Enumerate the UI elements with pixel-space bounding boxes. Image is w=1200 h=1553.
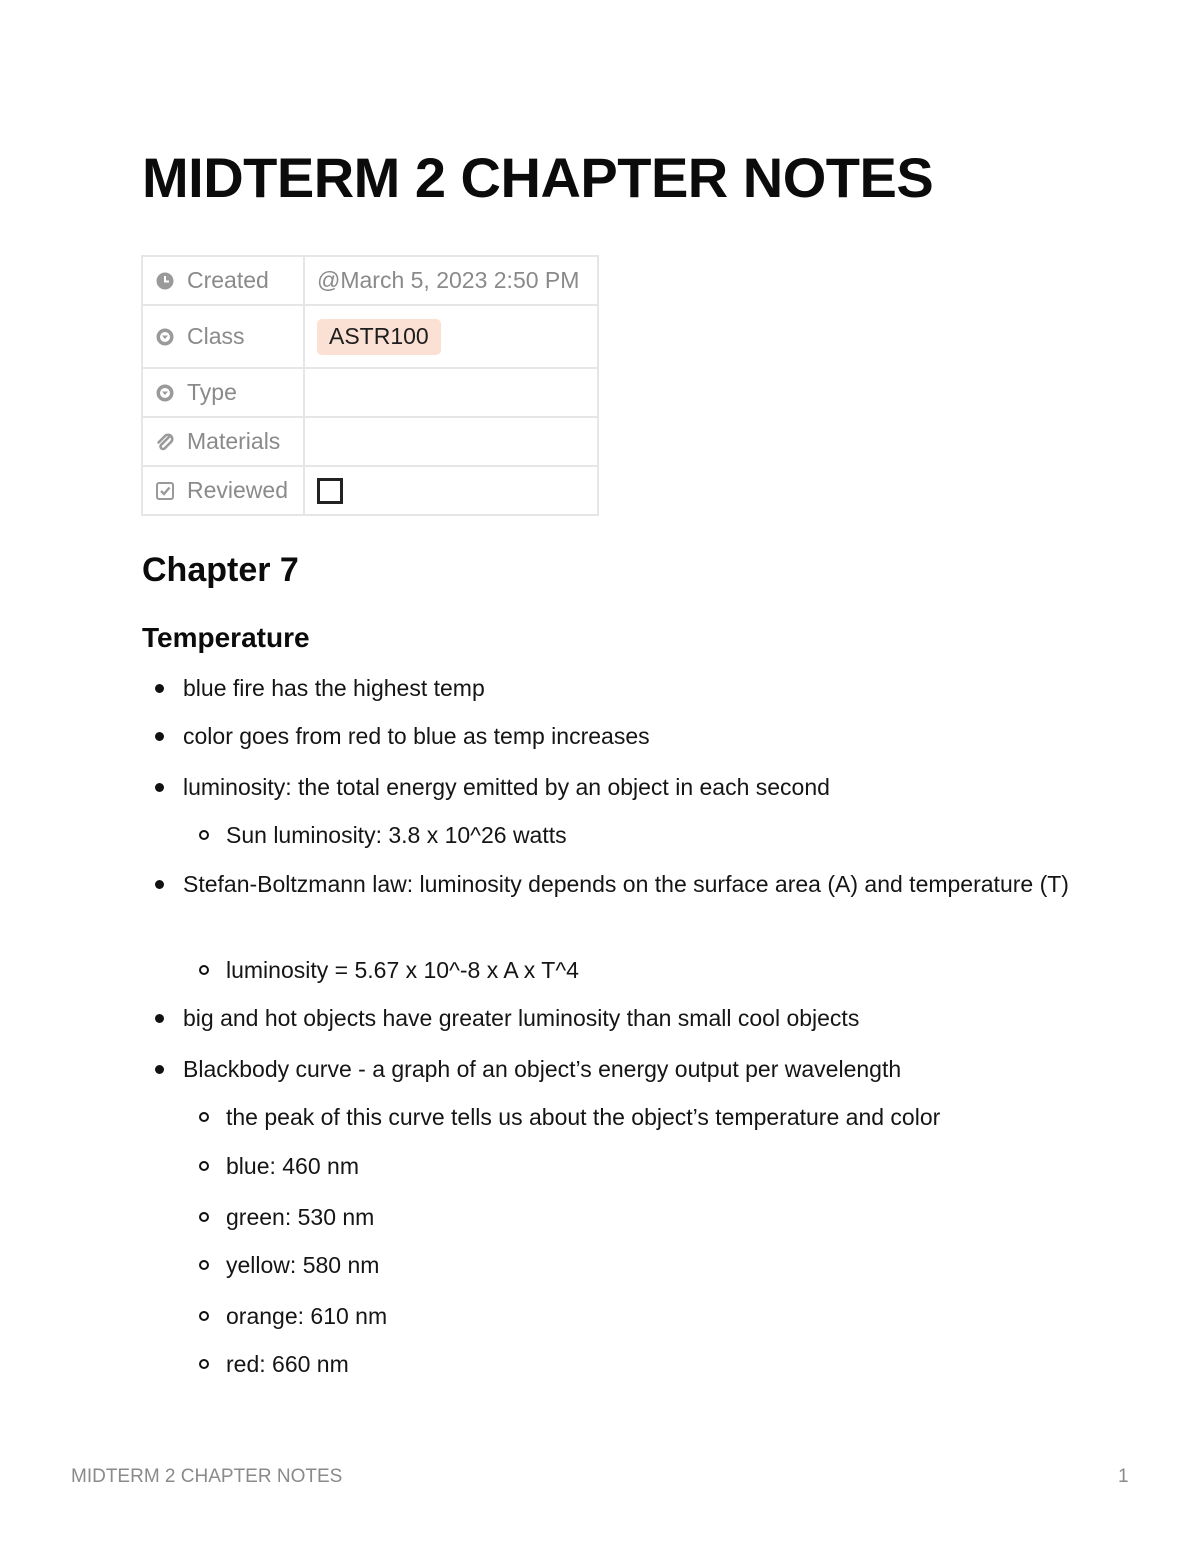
property-row-reviewed [142, 466, 598, 515]
bullet-icon [155, 1014, 164, 1023]
list-item: luminosity = 5.67 x 10^-8 x A x T^4 [226, 953, 1076, 988]
list-item: the peak of this curve tells us about the object’s temperature and color [226, 1100, 1076, 1135]
list-item: Stefan-Boltzmann law: luminosity depends on the surface area (A) and temperature (T) [183, 867, 1073, 902]
property-label-materials: Materials [187, 428, 281, 454]
paperclip-icon [155, 432, 175, 452]
bullet-hollow-icon [199, 830, 209, 840]
checkbox-icon [155, 481, 175, 501]
clock-icon [155, 271, 175, 291]
select-icon [155, 383, 175, 403]
property-label-class: Class [187, 323, 245, 349]
section-heading: Temperature [142, 622, 310, 653]
bullet-hollow-icon [199, 1212, 209, 1222]
list-item: color goes from red to blue as temp increases [183, 719, 1073, 754]
property-row-type [142, 368, 598, 417]
bullet-hollow-icon [199, 965, 209, 975]
class-tag[interactable]: ASTR100 [317, 319, 441, 355]
bullet-hollow-icon [199, 1161, 209, 1171]
page-number: 1 [1118, 1466, 1129, 1487]
list-item: Blackbody curve - a graph of an object’s energy output per wavelength [183, 1052, 1073, 1087]
chapter-heading: Chapter 7 [142, 551, 299, 589]
list-item: green: 530 nm [226, 1200, 1076, 1235]
list-item: blue: 460 nm [226, 1149, 1076, 1184]
page-title: MIDTERM 2 CHAPTER NOTES [142, 146, 934, 209]
properties-table [141, 255, 599, 516]
materials-value[interactable] [304, 417, 598, 466]
bullet-hollow-icon [199, 1359, 209, 1369]
bullet-hollow-icon [199, 1311, 209, 1321]
property-label-created: Created [187, 267, 269, 293]
list-item: yellow: 580 nm [226, 1248, 1076, 1283]
select-icon [155, 327, 175, 347]
bullet-hollow-icon [199, 1260, 209, 1270]
property-label-reviewed: Reviewed [187, 477, 288, 503]
bullet-hollow-icon [199, 1112, 209, 1122]
bullet-icon [155, 783, 164, 792]
bullet-icon [155, 880, 164, 889]
property-row-materials [142, 417, 598, 466]
list-item: blue fire has the highest temp [183, 671, 1073, 706]
footer-title: MIDTERM 2 CHAPTER NOTES [71, 1466, 343, 1487]
property-row-created [142, 256, 598, 305]
list-item: orange: 610 nm [226, 1299, 1076, 1334]
list-item: luminosity: the total energy emitted by an object in each second [183, 770, 1073, 805]
bullet-icon [155, 732, 164, 741]
property-label-type: Type [187, 379, 237, 405]
property-row-class [142, 305, 598, 368]
bullet-icon [155, 684, 164, 693]
reviewed-checkbox[interactable] [317, 478, 343, 504]
created-date-value[interactable]: @March 5, 2023 2:50 PM [317, 267, 580, 293]
list-item: big and hot objects have greater luminosity than small cool objects [183, 1001, 1073, 1036]
type-value[interactable] [304, 368, 598, 417]
list-item: red: 660 nm [226, 1347, 1076, 1382]
list-item: Sun luminosity: 3.8 x 10^26 watts [226, 818, 1076, 853]
bullet-icon [155, 1065, 164, 1074]
